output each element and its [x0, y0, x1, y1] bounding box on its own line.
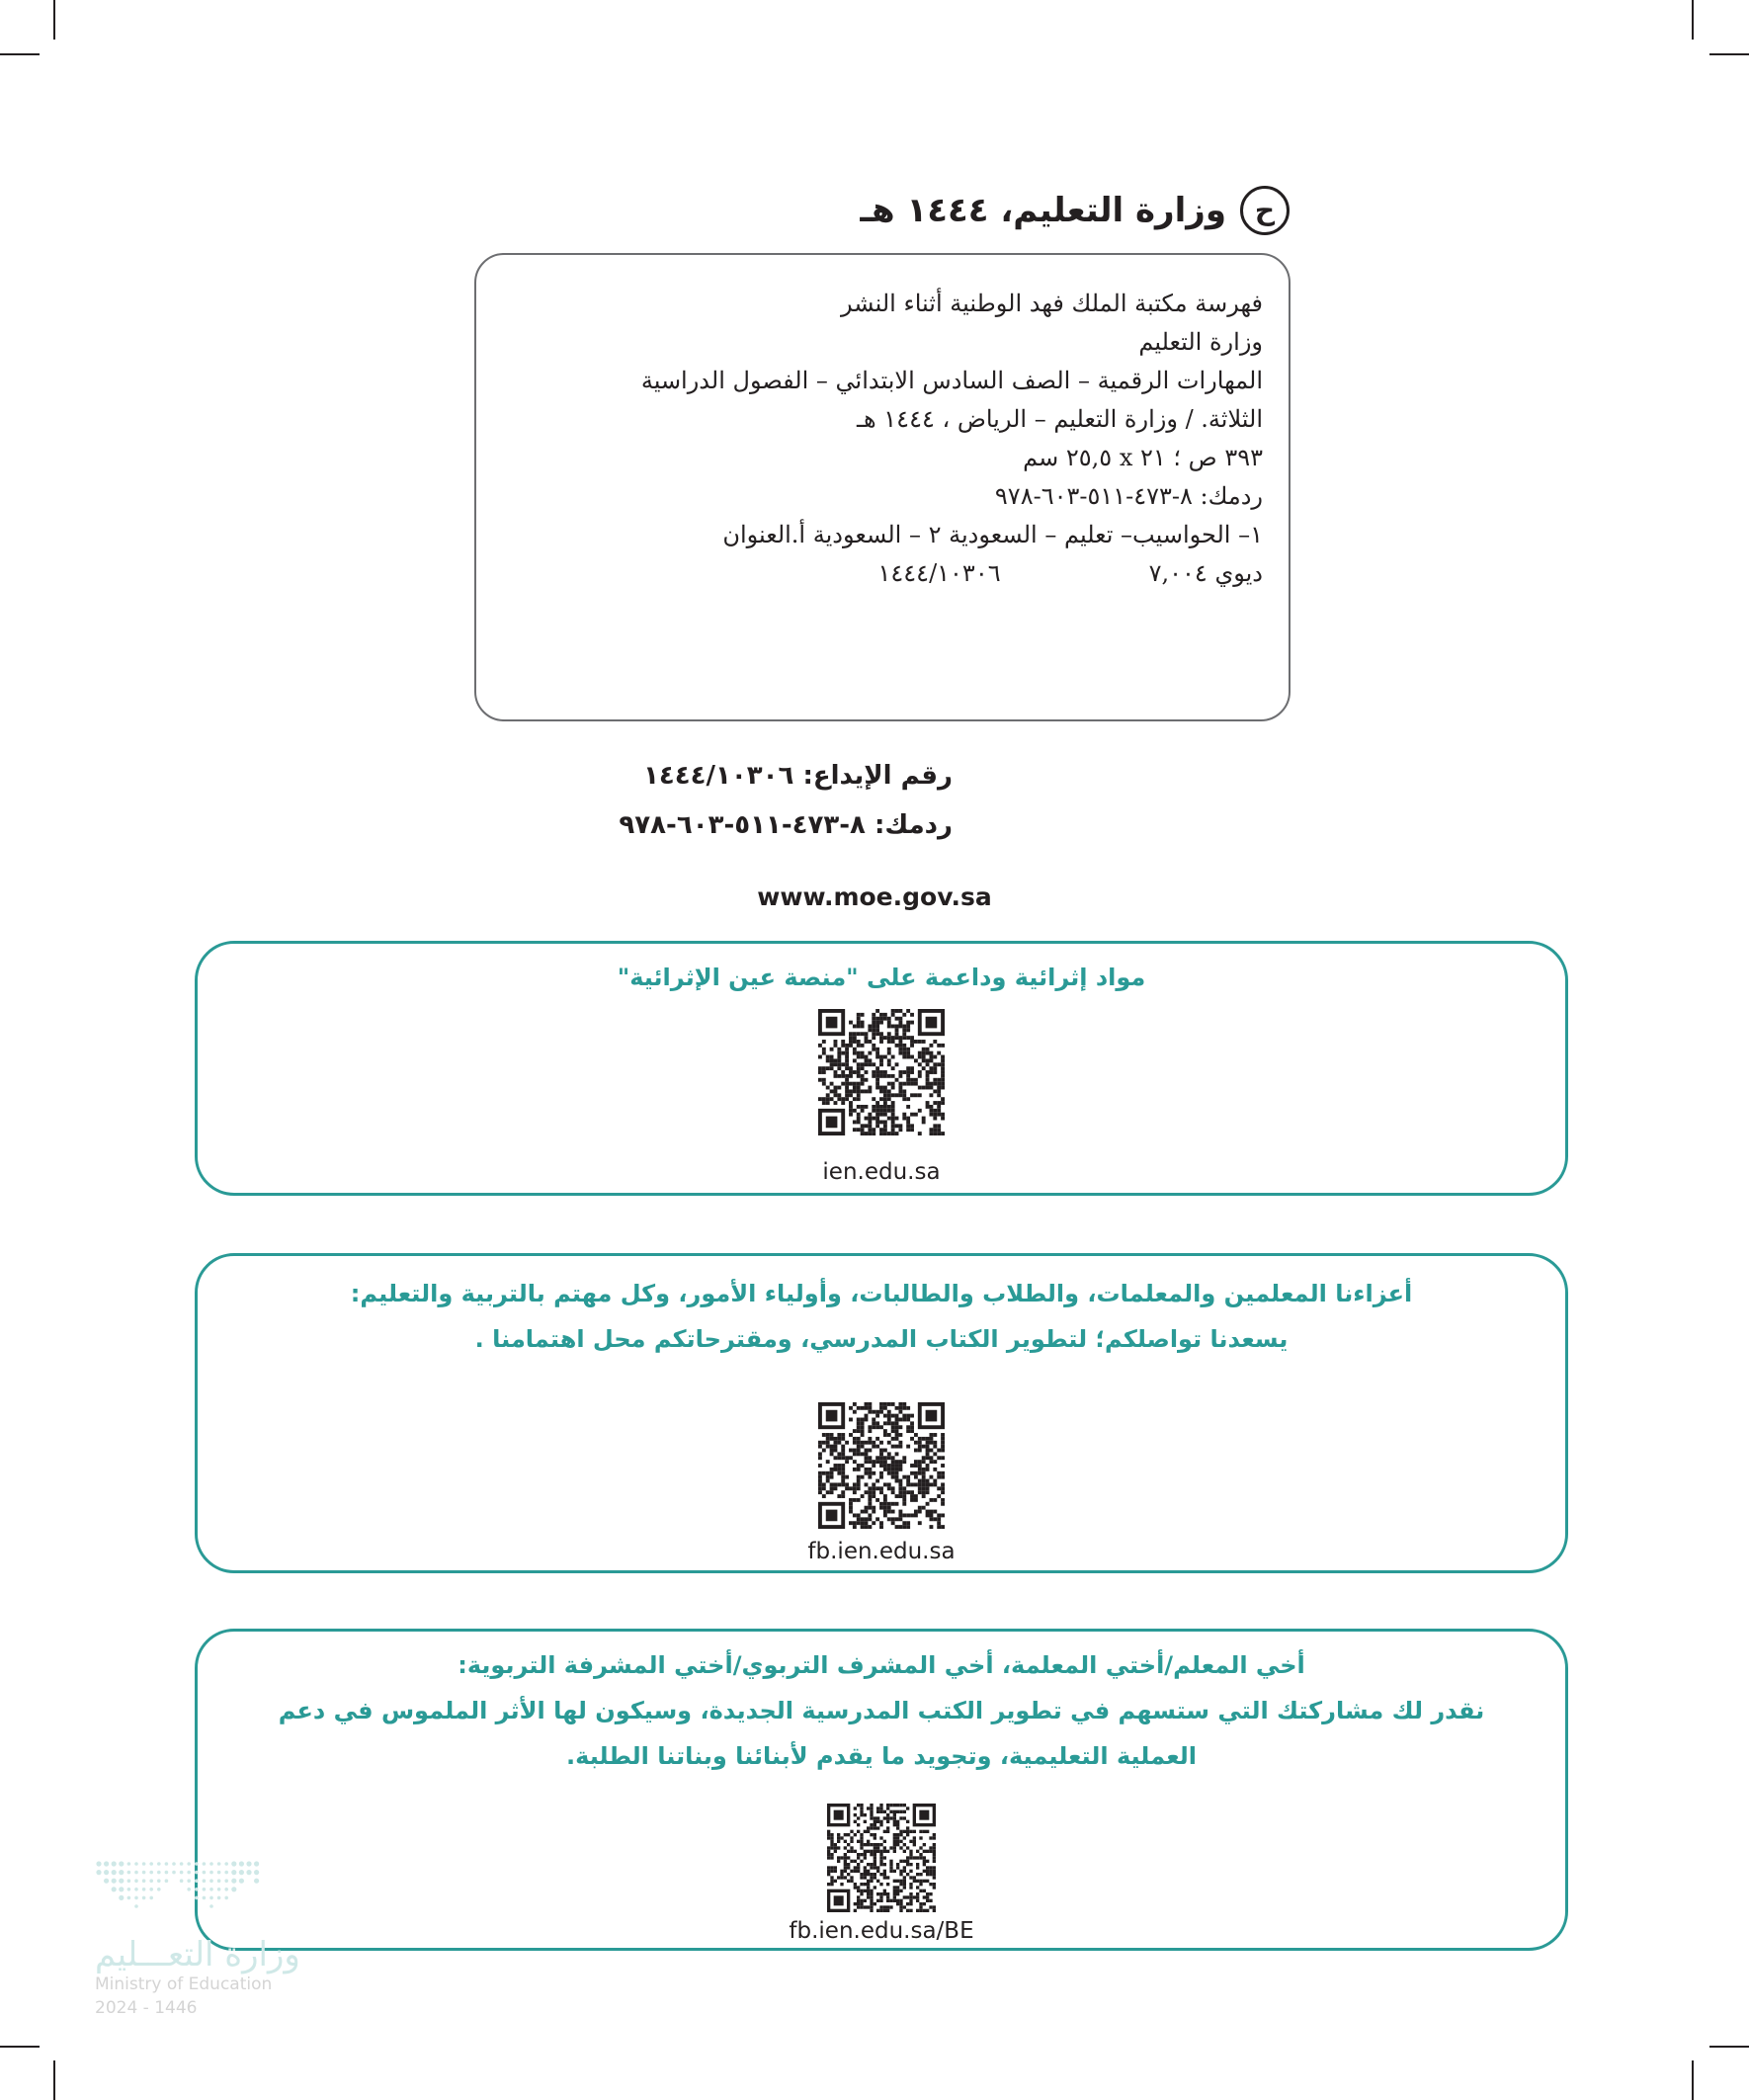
crop-mark	[1692, 2060, 1694, 2100]
catalog-line: الثلاثة. / وزارة التعليم – الرياض ، ١٤٤٤ هـ	[856, 405, 1263, 433]
participation-line: نقدر لك مشاركتك التي ستسهم في تطوير الكتب المدرسية الجديدة، وسيكون لها الأثر الملموس في دعم	[278, 1697, 1485, 1724]
crop-mark	[0, 53, 40, 55]
catalog-line: ردمك: ٨-٤٧٣-٥١١-٦٠٣-٩٧٨	[994, 482, 1263, 510]
crop-mark	[1709, 53, 1749, 55]
logo-english-text: Ministry of Education	[95, 1974, 273, 1994]
catalog-line: فهرسة مكتبة الملك فهد الوطنية أثناء النشر	[840, 290, 1263, 317]
dewey-number: ١٤٤٤/١٠٣٠٦	[877, 559, 1001, 587]
catalog-line: ٣٩٣ ص ؛ ٢١ x ٢٥,٥ سم	[1023, 444, 1263, 471]
isbn-number: ردمك: ٨-٤٧٣-٥١١-٦٠٣-٩٧٨	[619, 810, 953, 840]
crop-mark	[53, 2060, 55, 2100]
deposit-number: رقم الإيداع: ١٤٤٤/١٠٣٠٦	[643, 761, 953, 791]
catalog-lines	[512, 285, 1263, 593]
website-link[interactable]: www.moe.gov.sa	[757, 882, 992, 911]
enrichment-box	[195, 941, 1568, 1196]
qr-url[interactable]: ien.edu.sa	[822, 1159, 941, 1185]
qr-code-icon[interactable]	[818, 1402, 945, 1529]
crop-mark	[53, 0, 55, 40]
catalog-line: وزارة التعليم	[1138, 328, 1263, 356]
catalog-dewey-line	[512, 554, 1263, 593]
feedback-line: يسعدنا تواصلكم؛ لتطوير الكتاب المدرسي، ومقترحاتكم محل اهتمامنا .	[474, 1325, 1289, 1353]
feedback-line: أعزاءنا المعلمين والمعلمات، والطلاب والطالبات، وأولياء الأمور، وكل مهتم بالتربية والتعليم:	[350, 1280, 1413, 1307]
catalog-line: المهارات الرقمية – الصف السادس الابتدائي – الفصول الدراسية	[640, 367, 1263, 394]
copyright-text: وزارة التعليم، ١٤٤٤ هـ	[860, 191, 1226, 230]
catalog-record-box	[474, 253, 1291, 721]
qr-url[interactable]: fb.ien.edu.sa	[807, 1539, 956, 1564]
catalog-line: ١– الحواسيب– تعليم – السعودية ٢ – السعودية أ.العنوان	[722, 521, 1263, 548]
participation-line: العملية التعليمية، وتجويد ما يقدم لأبنائنا وبناتنا الطلبة.	[566, 1742, 1197, 1770]
copyright-symbol-icon: ح	[1240, 186, 1290, 235]
qr-code-icon[interactable]	[827, 1804, 936, 1912]
crop-mark	[1692, 0, 1694, 40]
qr-code-icon[interactable]	[816, 1009, 947, 1135]
feedback-box	[195, 1253, 1568, 1573]
ministry-logo	[95, 1858, 372, 2016]
teacher-participation-box	[195, 1629, 1568, 1951]
ministry-logo-icon	[95, 1858, 263, 1917]
participation-line: أخي المعلم/أختي المعلمة، أخي المشرف التربوي/أختي المشرفة التربوية:	[458, 1651, 1305, 1679]
logo-year-text: 2024 - 1446	[95, 1998, 198, 2018]
crop-mark	[0, 2046, 40, 2048]
enrichment-title: مواد إثرائية وداعمة على "منصة عين الإثرائية"	[617, 964, 1146, 991]
deposit-info	[619, 751, 953, 850]
dewey-label: ديوي ٧,٠٠٤	[1148, 559, 1263, 587]
copyright-heading	[860, 186, 1290, 235]
crop-mark	[1709, 2046, 1749, 2048]
qr-url[interactable]: fb.ien.edu.sa/BE	[789, 1918, 974, 1944]
logo-arabic-text: وزارة التعـــليم	[95, 1935, 300, 1974]
